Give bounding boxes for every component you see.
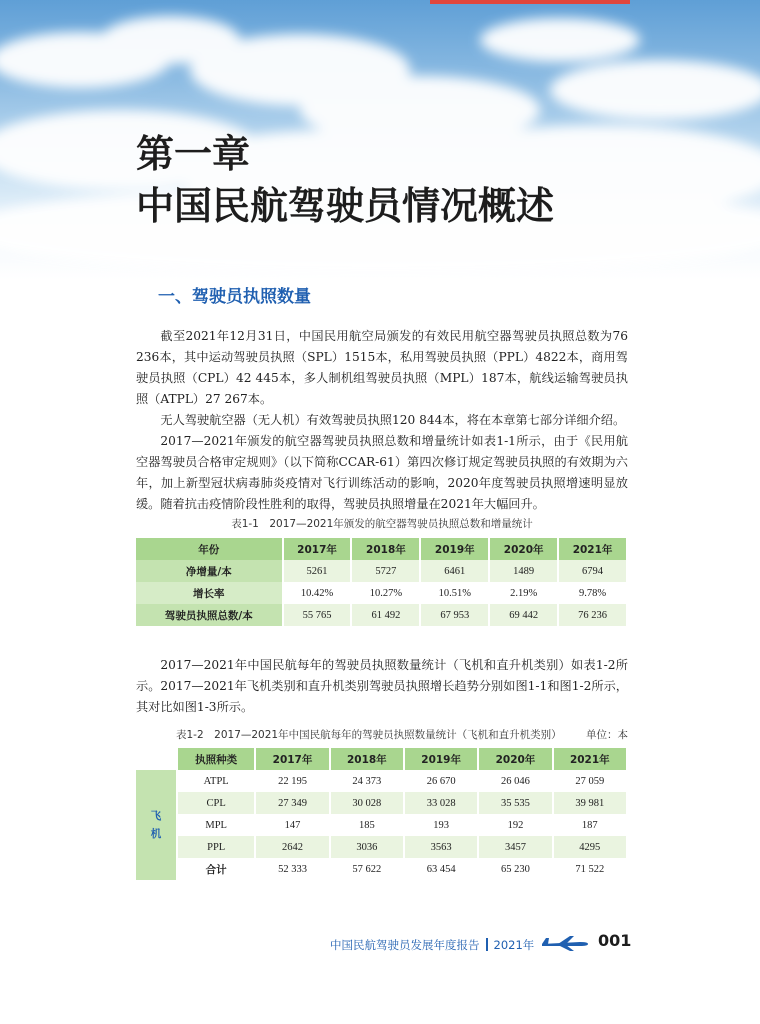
table-cell: 39 981 — [553, 792, 627, 814]
table-cell: 5261 — [283, 560, 352, 582]
table-cell: 52 333 — [255, 858, 329, 880]
body-text-1 — [136, 326, 628, 515]
table1-header: 2020年 — [489, 538, 558, 560]
table-cell: 76 236 — [558, 604, 627, 626]
table-cell: 5727 — [351, 560, 420, 582]
group-label-airplane — [136, 770, 177, 880]
table-cell: 67 953 — [420, 604, 489, 626]
table2-header-blank — [136, 748, 177, 770]
table-row — [136, 582, 627, 604]
row-label: ATPL — [177, 770, 255, 792]
table2 — [136, 748, 628, 880]
table-row-total — [136, 858, 627, 880]
footer-year: 2021年 — [493, 937, 535, 952]
table-row — [136, 836, 627, 858]
table-cell: 2642 — [255, 836, 329, 858]
chapter-title — [136, 128, 554, 232]
footer-divider — [486, 938, 488, 951]
body-text-2 — [136, 655, 628, 718]
row-label: 净增量/本 — [136, 560, 283, 582]
table2-header: 2019年 — [404, 748, 478, 770]
table-cell: 1489 — [489, 560, 558, 582]
table-cell: 10.42% — [283, 582, 352, 604]
table-cell: 30 028 — [330, 792, 404, 814]
table-cell: 33 028 — [404, 792, 478, 814]
table1-header: 2017年 — [283, 538, 352, 560]
table-cell: 10.51% — [420, 582, 489, 604]
airplane-icon — [540, 934, 590, 955]
table2-header: 2017年 — [255, 748, 329, 770]
footer-report-title: 中国民航驾驶员发展年度报告 — [330, 937, 480, 952]
group-char: 机 — [150, 828, 162, 840]
table-cell: 63 454 — [404, 858, 478, 880]
table-cell: 185 — [330, 814, 404, 836]
table2-unit: 单位：本 — [586, 729, 628, 741]
table-cell: 4295 — [553, 836, 627, 858]
table2-header: 2018年 — [330, 748, 404, 770]
paragraph-4: 2017—2021年中国民航每年的驾驶员执照数量统计（飞机和直升机类别）如表1-2所示。2017—2021年飞机类别和直升机类别驾驶员执照增长趋势分别如图1-1和图1-2所示，其对比如图1-3所示。 — [136, 658, 628, 714]
table-cell: 2.19% — [489, 582, 558, 604]
table-cell: 6461 — [420, 560, 489, 582]
table-cell: 26 670 — [404, 770, 478, 792]
table-cell: 193 — [404, 814, 478, 836]
table-cell: 27 059 — [553, 770, 627, 792]
top-accent-bar — [430, 0, 630, 4]
table1 — [136, 538, 628, 626]
table-cell: 27 349 — [255, 792, 329, 814]
table-row — [136, 814, 627, 836]
paragraph-2: 无人驾驶航空器（无人机）有效驾驶员执照120 844本，将在本章第七部分详细介绍。 — [160, 413, 626, 427]
row-label: 增长率 — [136, 582, 283, 604]
table-row — [136, 792, 627, 814]
table2-caption: 表1-2 2017—2021年中国民航每年的驾驶员执照数量统计（飞机和直升机类别） — [176, 729, 562, 741]
table-cell: 55 765 — [283, 604, 352, 626]
table1-header: 2018年 — [351, 538, 420, 560]
page-footer — [330, 934, 590, 955]
table-cell: 3563 — [404, 836, 478, 858]
table-cell: 147 — [255, 814, 329, 836]
row-label: PPL — [177, 836, 255, 858]
table-cell: 22 195 — [255, 770, 329, 792]
row-label: 驾驶员执照总数/本 — [136, 604, 283, 626]
table1-header-row — [136, 538, 627, 560]
chapter-name: 中国民航驾驶员情况概述 — [136, 184, 555, 228]
table1-header: 2019年 — [420, 538, 489, 560]
row-label: 合计 — [177, 858, 255, 880]
table-cell: 35 535 — [478, 792, 552, 814]
row-label: CPL — [177, 792, 255, 814]
paragraph-1: 截至2021年12月31日，中国民用航空局颁发的有效民用航空器驾驶员执照总数为76 236本，其中运动驾驶员执照（SPL）1515本，私用驾驶员执照（PPL）4822本，商用驾驶员执照（CPL）42 445本，多人制机组驾驶员执照（MPL）187本，航线运输驾驶员执照（ATPL）27 267本。 — [136, 329, 628, 406]
table2-header: 2021年 — [553, 748, 627, 770]
table-cell: 57 622 — [330, 858, 404, 880]
table-cell: 26 046 — [478, 770, 552, 792]
page-number: 001 — [598, 931, 632, 950]
table-cell: 71 522 — [553, 858, 627, 880]
table-cell: 69 442 — [489, 604, 558, 626]
table-row — [136, 604, 627, 626]
group-char: 飞 — [150, 810, 162, 822]
table-cell: 9.78% — [558, 582, 627, 604]
row-label: MPL — [177, 814, 255, 836]
table1-caption: 表1-1 2017—2021年颁发的航空器驾驶员执照总数和增量统计 — [231, 518, 533, 530]
table2-header: 2020年 — [478, 748, 552, 770]
table1-header: 年份 — [136, 538, 283, 560]
table-cell: 10.27% — [351, 582, 420, 604]
paragraph-3: 2017—2021年颁发的航空器驾驶员执照总数和增量统计如表1-1所示，由于《民用航空器驾驶员合格审定规则》（以下简称CCAR-61）第四次修订规定驾驶员执照的有效期为六年，加上新型冠状病毒肺炎疫情对飞行训练活动的影响，2020年度驾驶员执照增速明显放缓。随着抗击疫情阶段性胜利的取得，驾驶员执照增量在2021年大幅回升。 — [136, 434, 628, 511]
table-cell: 6794 — [558, 560, 627, 582]
table-cell: 187 — [553, 814, 627, 836]
table-cell: 3036 — [330, 836, 404, 858]
table2-header: 执照种类 — [177, 748, 255, 770]
table-cell: 3457 — [478, 836, 552, 858]
section-heading: 一、驾驶员执照数量 — [158, 287, 311, 307]
table2-header-row — [136, 748, 627, 770]
table1-header: 2021年 — [558, 538, 627, 560]
chapter-number: 第一章 — [136, 132, 251, 176]
table-cell: 24 373 — [330, 770, 404, 792]
table-cell: 61 492 — [351, 604, 420, 626]
table-cell: 192 — [478, 814, 552, 836]
table-cell: 65 230 — [478, 858, 552, 880]
table-row — [136, 770, 627, 792]
table-row — [136, 560, 627, 582]
